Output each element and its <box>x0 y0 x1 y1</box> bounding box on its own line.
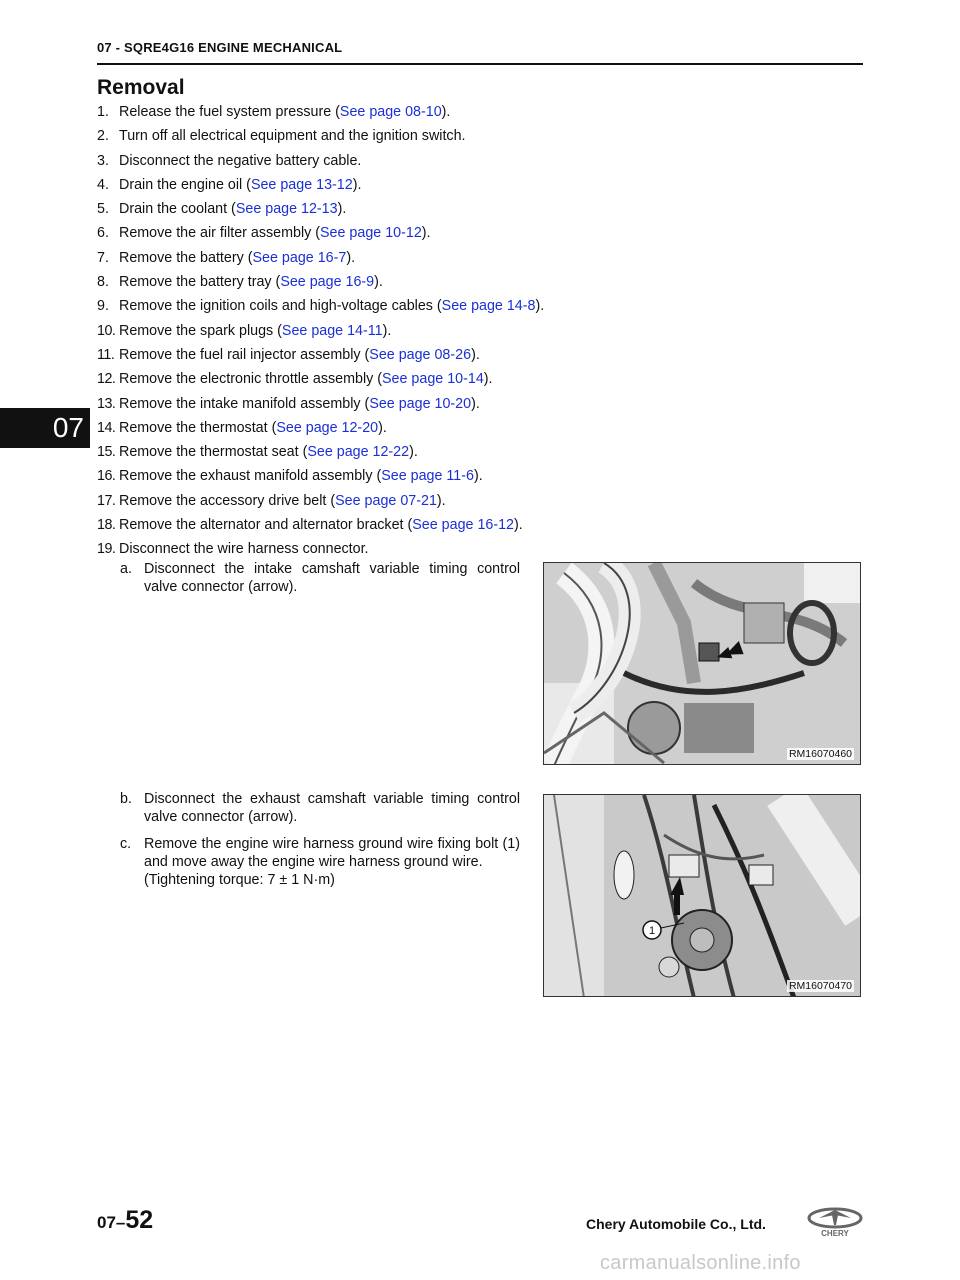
cross-reference-link[interactable]: See page 13-12 <box>250 176 353 193</box>
substep-a <box>120 560 520 596</box>
step-item <box>97 104 697 128</box>
substep-letter: b. <box>120 791 132 807</box>
step-text: Remove the accessory drive belt ( <box>119 492 336 509</box>
step-text: Release the fuel system pressure ( <box>119 104 340 120</box>
cross-reference-link[interactable]: See page 08-10 <box>339 104 442 120</box>
cross-reference-link[interactable]: See page 11-6 <box>381 468 474 485</box>
engine-photo-1 <box>544 563 861 765</box>
substep-letter: c. <box>120 836 132 852</box>
cross-reference-link[interactable]: See page 14-8 <box>441 298 536 315</box>
cross-reference-link[interactable]: See page 10-12 <box>320 225 422 242</box>
chapter-tab: 07 <box>0 408 90 448</box>
step-text: Remove the air filter assembly ( <box>119 225 321 242</box>
cross-reference-link[interactable]: See page 16-9 <box>280 274 375 291</box>
step-number: 15. <box>97 444 116 461</box>
step-text: Disconnect the wire harness connector. <box>119 541 369 558</box>
step-item <box>97 298 697 322</box>
step-number: 14. <box>97 419 116 436</box>
substep-text: Remove the engine wire harness ground wire fixing bolt (1) and move away the engine wire harness ground wire. <box>144 836 520 870</box>
section-title: Removal <box>97 76 185 99</box>
step-text-end: ). <box>382 322 392 339</box>
step-text: Remove the fuel rail injector assembly ( <box>119 346 370 363</box>
step-item <box>97 493 697 517</box>
step-text-end: ). <box>441 104 451 120</box>
cross-reference-link[interactable]: See page 10-20 <box>369 395 472 412</box>
company-name: Chery Automobile Co., Ltd. <box>586 1216 766 1232</box>
substep-letter: a. <box>120 561 132 577</box>
step-text-end: ). <box>483 371 493 388</box>
removal-steps <box>97 104 697 566</box>
step-item <box>97 177 697 201</box>
page-num: 52 <box>125 1206 154 1234</box>
step-item <box>97 420 697 444</box>
step-text: Remove the electronic throttle assembly ( <box>119 371 383 388</box>
step-text-end: ). <box>409 444 418 461</box>
callout-number: 1 <box>648 925 656 937</box>
step-text: Disconnect the negative battery cable. <box>119 152 362 169</box>
step-text-end: ). <box>471 395 480 412</box>
step-number: 3. <box>97 152 109 169</box>
step-item <box>97 153 697 177</box>
step-text: Remove the spark plugs ( <box>119 322 282 339</box>
step-text-end: ). <box>378 419 387 436</box>
page-number <box>97 1206 153 1235</box>
figure-intake-cvvt-connector <box>543 562 861 765</box>
step-number: 7. <box>97 249 109 266</box>
step-number: 9. <box>97 298 109 315</box>
step-number: 10. <box>97 322 116 339</box>
step-text: Remove the thermostat ( <box>119 419 277 436</box>
step-number: 8. <box>97 274 109 291</box>
step-item <box>97 468 697 492</box>
step-item <box>97 225 697 249</box>
step-item <box>97 128 697 152</box>
step-text: Drain the engine oil ( <box>119 176 251 193</box>
step-item <box>97 274 697 298</box>
step-text: Remove the intake manifold assembly ( <box>119 395 370 412</box>
step-text: Drain the coolant ( <box>119 201 236 218</box>
figure-label: RM16070470 <box>788 980 852 992</box>
step-number: 17. <box>97 492 116 509</box>
step-text: Remove the ignition coils and high-voltage cables ( <box>119 298 442 315</box>
step-number: 1. <box>97 104 109 120</box>
step-number: 19. <box>97 541 116 558</box>
chery-logo <box>805 1207 865 1239</box>
step-item <box>97 444 697 468</box>
step-item <box>97 347 697 371</box>
cross-reference-link[interactable]: See page 10-14 <box>382 371 484 388</box>
running-header: 07 - SQRE4G16 ENGINE MECHANICAL <box>97 40 343 55</box>
cross-reference-link[interactable]: See page 12-22 <box>307 444 410 461</box>
cross-reference-link[interactable]: See page 16-12 <box>412 517 515 534</box>
step-text: Remove the alternator and alternator bracket ( <box>119 517 413 534</box>
cross-reference-link[interactable]: See page 12-20 <box>276 419 379 436</box>
step-item <box>97 517 697 541</box>
step-item <box>97 250 697 274</box>
cross-reference-link[interactable]: See page 14-11 <box>281 322 383 339</box>
cross-reference-link[interactable]: See page 12-13 <box>235 201 338 218</box>
step-text-end: ). <box>471 346 480 363</box>
engine-photo-2 <box>544 795 861 997</box>
substep-text: Disconnect the exhaust camshaft variable timing control valve connector (arrow). <box>144 791 520 825</box>
step-number: 2. <box>97 128 109 145</box>
step-text-end: ). <box>374 274 383 291</box>
figure-label: RM16070460 <box>788 748 852 760</box>
substep-b <box>120 790 520 826</box>
step-text: Turn off all electrical equipment and the ignition switch. <box>119 128 466 145</box>
step-text: Remove the exhaust manifold assembly ( <box>119 468 382 485</box>
step-number: 6. <box>97 225 109 242</box>
step-number: 16. <box>97 468 116 485</box>
header-rule <box>97 63 863 65</box>
step-number: 5. <box>97 201 109 218</box>
step-text: Remove the battery tray ( <box>119 274 281 291</box>
torque-spec: (Tightening torque: 7 ± 1 N·m) <box>144 872 335 888</box>
step-item <box>97 323 697 347</box>
step-text-end: ). <box>514 517 523 534</box>
substep-text: Disconnect the intake camshaft variable timing control valve connector (arrow). <box>144 561 520 595</box>
step-number: 4. <box>97 176 109 193</box>
step-number: 18. <box>97 517 116 534</box>
step-item <box>97 201 697 225</box>
step-text-end: ). <box>535 298 545 315</box>
step-text-end: ). <box>421 225 431 242</box>
step-item <box>97 396 697 420</box>
figure-exhaust-cvvt-connector <box>543 794 861 997</box>
logo-wordmark: CHERY <box>821 1229 849 1238</box>
cross-reference-link[interactable]: See page 08-26 <box>369 346 472 363</box>
step-number: 13. <box>97 395 116 412</box>
step-item <box>97 371 697 395</box>
watermark: carmanualsonline.info <box>600 1252 801 1274</box>
step-number: 12. <box>97 371 116 388</box>
step-text-end: ). <box>473 468 483 485</box>
step-number: 11. <box>97 346 115 363</box>
cross-reference-link[interactable]: See page 07-21 <box>335 492 437 509</box>
step-text-end: ). <box>436 492 446 509</box>
step-text-end: ). <box>346 249 356 266</box>
step-text: Remove the battery ( <box>119 249 253 266</box>
step-text: Remove the thermostat seat ( <box>119 444 308 461</box>
step-text-end: ). <box>337 201 347 218</box>
step-text-end: ). <box>352 176 362 193</box>
cross-reference-link[interactable]: See page 16-7 <box>252 249 347 266</box>
substep-c <box>120 835 520 889</box>
page-prefix: 07– <box>97 1213 126 1232</box>
